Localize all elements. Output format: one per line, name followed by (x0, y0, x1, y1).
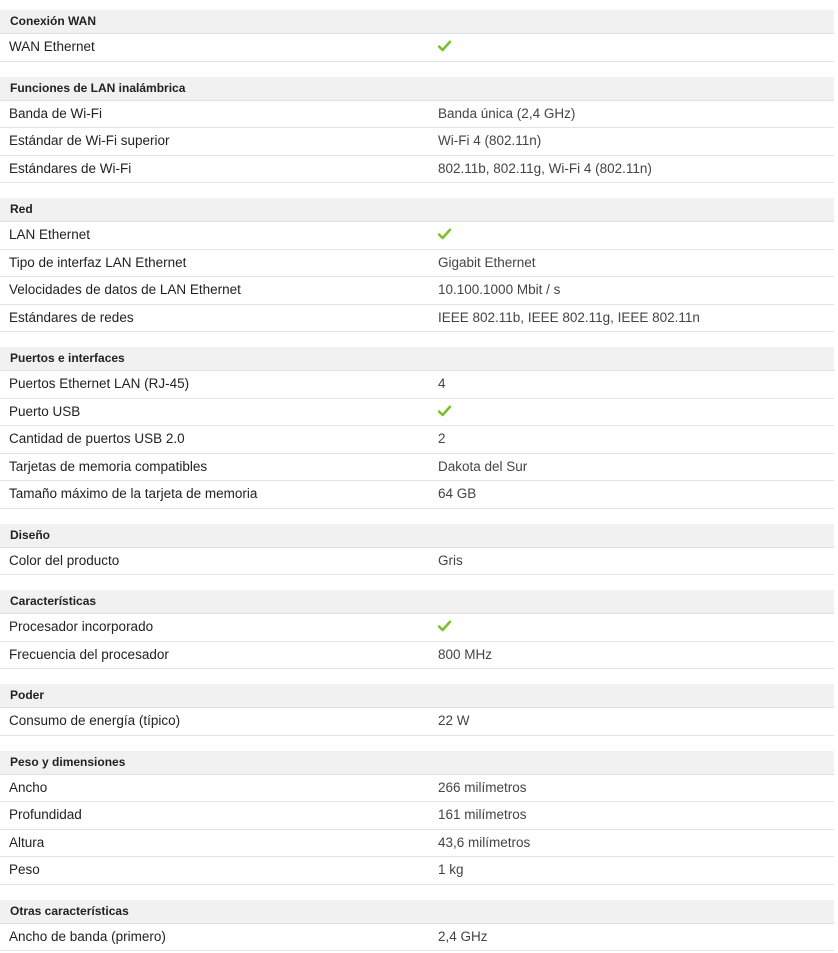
spec-row (0, 802, 834, 830)
spec-section (0, 590, 834, 669)
spec-row (0, 34, 834, 62)
spec-row (0, 614, 834, 642)
spec-value: Dakota del Sur (438, 458, 528, 474)
spec-value (438, 34, 834, 61)
spec-label: Tipo de interfaz LAN Ethernet (9, 254, 187, 270)
spec-label: Estándares de redes (9, 309, 134, 325)
spec-row (0, 708, 834, 736)
spec-value: 161 milímetros (438, 807, 527, 822)
spec-label: Peso (9, 862, 40, 877)
spec-label: Frecuencia del procesador (9, 646, 169, 662)
spec-value: 4 (438, 376, 446, 391)
spec-value: 43,6 milímetros (438, 834, 531, 850)
spec-label: Ancho (9, 779, 48, 795)
spec-section (0, 10, 834, 62)
spec-value: 266 milímetros (438, 779, 527, 795)
spec-label: Consumo de energía (típico) (9, 713, 181, 728)
spec-section (0, 347, 834, 509)
spec-row (0, 277, 834, 305)
spec-label: Estándares de Wi-Fi (9, 160, 132, 176)
section-header: Peso y dimensiones (0, 751, 834, 775)
spec-label: Tarjetas de memoria compatibles (9, 458, 208, 474)
section-header: Diseño (0, 524, 834, 548)
spec-section (0, 524, 834, 576)
spec-label: Procesador incorporado (9, 619, 154, 634)
spec-row (0, 642, 834, 670)
spec-label: Estándar de Wi-Fi superior (9, 133, 170, 148)
spec-row (0, 481, 834, 509)
spec-section (0, 900, 834, 952)
spec-section (0, 684, 834, 736)
spec-section (0, 751, 834, 885)
spec-label: LAN Ethernet (9, 227, 91, 242)
spec-value: Banda única (2,4 GHz) (438, 105, 576, 121)
spec-label: Profundidad (9, 807, 82, 822)
spec-value: 802.11b, 802.11g, Wi-Fi 4 (802.11n) (438, 160, 652, 176)
spec-value: 2,4 GHz (438, 928, 488, 944)
section-header: Puertos e interfaces (0, 347, 834, 371)
spec-row (0, 371, 834, 399)
spec-value: 800 MHz (438, 646, 493, 662)
section-header: Conexión WAN (0, 10, 834, 34)
spec-row (0, 830, 834, 858)
spec-label: WAN Ethernet (9, 39, 95, 54)
spec-value: Gigabit Ethernet (438, 254, 536, 270)
spec-value (438, 399, 834, 426)
spec-label: Puerto USB (9, 403, 81, 419)
spec-row (0, 305, 834, 333)
spec-row (0, 250, 834, 278)
checkmark-icon (438, 40, 451, 52)
spec-row (0, 156, 834, 184)
spec-row (0, 775, 834, 803)
spec-label: Color del producto (9, 552, 120, 568)
checkmark-icon (438, 620, 451, 632)
spec-row (0, 548, 834, 576)
spec-row (0, 924, 834, 952)
spec-label: Ancho de banda (primero) (9, 928, 166, 944)
spec-value: 22 W (438, 713, 470, 728)
spec-label: Tamaño máximo de la tarjeta de memoria (9, 486, 258, 501)
spec-row (0, 399, 834, 427)
spec-value: Wi-Fi 4 (802.11n) (438, 133, 542, 148)
section-header: Poder (0, 684, 834, 708)
checkmark-icon (438, 405, 451, 417)
spec-label: Puertos Ethernet LAN (RJ-45) (9, 376, 190, 391)
section-header: Funciones de LAN inalámbrica (0, 77, 834, 101)
spec-section (0, 77, 834, 184)
spec-row (0, 128, 834, 156)
spec-value (438, 222, 834, 249)
spec-label: Banda de Wi-Fi (9, 105, 103, 121)
section-header: Otras características (0, 900, 834, 924)
spec-row (0, 222, 834, 250)
spec-value: 1 kg (438, 862, 464, 877)
spec-value: Gris (438, 552, 463, 568)
checkmark-icon (438, 228, 451, 240)
spec-value: IEEE 802.11b, IEEE 802.11g, IEEE 802.11n (438, 309, 700, 325)
spec-value: 10.100.1000 Mbit / s (438, 282, 561, 297)
spec-row (0, 454, 834, 482)
spec-label: Altura (9, 834, 45, 850)
section-header: Red (0, 198, 834, 222)
spec-section (0, 198, 834, 332)
spec-label: Velocidades de datos de LAN Ethernet (9, 282, 241, 297)
spec-row (0, 857, 834, 885)
spec-value: 64 GB (438, 486, 477, 501)
spec-label: Cantidad de puertos USB 2.0 (9, 431, 185, 446)
spec-value: 2 (438, 431, 446, 446)
section-header: Características (0, 590, 834, 614)
spec-value (438, 614, 834, 641)
spec-row (0, 101, 834, 129)
spec-row (0, 426, 834, 454)
